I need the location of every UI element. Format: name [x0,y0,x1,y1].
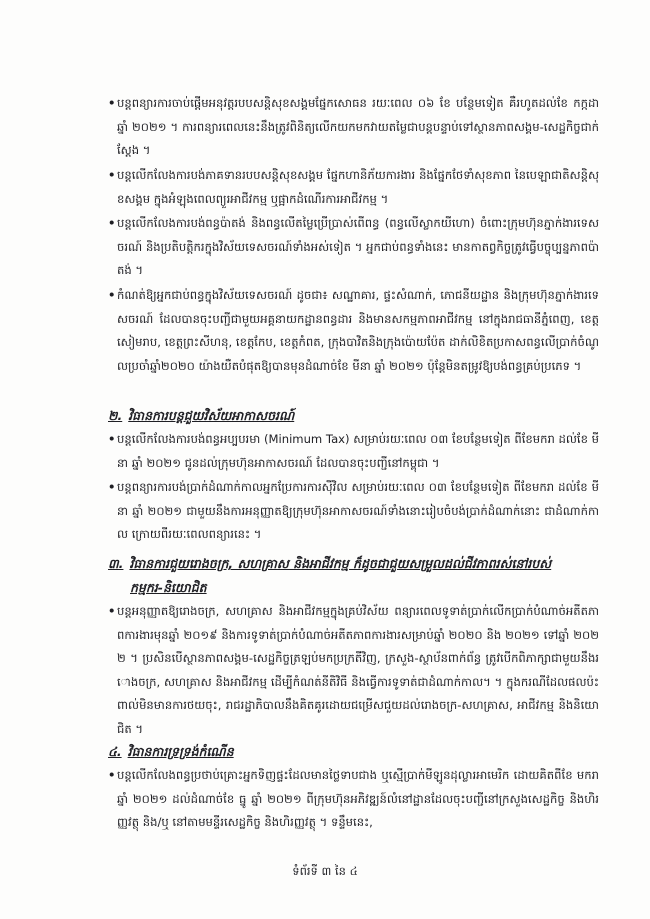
list-item: • បន្តលើកលែងពន្ធប្រថាប់គ្រោះអ្នកទិញផ្ទះដែលមានថ្លៃទាបជាង ឬស្មើប្រាក់មីឡូនដុល្លារអាមេរិក ដោយគិតពីខែ មករា ឆ្នាំ ២០២១ ដល់ដំណាច់ខែ ធ្នូ ឆ្នាំ ២០២១ ពីក្រុមហ៊ុនអភិវឌ្ឍន៍លំនៅដ្ឋានដែលចុះបញ្ជីនៅក្រសួងសេដ្ឋកិច្ច និងហិរញ្ញវត្ថុ និង/ឬ នៅតាមមន្ទីរសេដ្ឋកិច្ច និងហិរញ្ញវត្ថុ ។ ទន្ទឹមនេះ, [108,764,599,835]
section-title: វិធានការទ្រទ្រង់កំណើន [127,744,234,759]
list-item: • កំណត់ឱ្យអ្នកជាប់ពន្ធក្នុងវិស័យទេសចរណ៍ ដូចជា៖ សណ្ឋាគារ, ផ្ទះសំណាក់, ភោជនីយដ្ឋាន និងក្រុមហ៊ុនភ្នាក់ងារទេសចរណ៍ ដែលបានចុះបញ្ជីជាមួយអគ្គនាយកដ្ឋានពន្ធដារ និងមានសកម្មភាពអាជីវកម្ម នៅក្នុងរាជធានីភ្នំពេញ, ខេត្តសៀមរាប, ខេត្តព្រះសីហនុ, ខេត្តកែប, ខេត្តកំពត, ក្រុងបាវិតនិងក្រុងប៉ោយប៉ែត ដាក់លិខិតប្រកាសពន្ធលើប្រាក់ចំណូលប្រចាំឆ្នាំ២០២០ យ៉ាងយឺតបំផុតឱ្យបានមុនដំណាច់ខែ មីនា ឆ្នាំ ២០២១ ប៉ុន្តែមិនតម្រូវឱ្យបង់ពន្ធគ្រប់ប្រភេទ ។ [108,284,599,378]
section-number: ៣. [108,556,124,571]
list-item: • បន្តលើកលែងការបង់ពន្ធអប្បបរមា (Minimum Tax) សម្រាប់រយៈពេល ០៣ ខែបន្ថែមទៀត ពីខែមករា ដល់ខែ មីនា ឆ្នាំ ២០២១ ជូនដល់ក្រុមហ៊ុនអាកាសចរណ៍ ដែលបានចុះបញ្ជីនៅកម្ពុជា ។ [108,428,599,475]
section-title-line2: កម្មករ-និយោជិត [130,580,207,595]
list-item: • បន្តពន្យារការបង់ប្រាក់ដំណាក់កាលអ្នកប្រែការការសុីវិល សម្រាប់រយៈពេល ០៣ ខែបន្ថែមទៀត ពីខែមករា ដល់ខែ មីនា ឆ្នាំ ២០២១ ជាមួយនឹងការអនុញ្ញាតឱ្យក្រុមហ៊ុនអាកាសចរណ៍ទាំងនោះរៀបចំបង់ប្រាក់ដំណាក់នោះ ជាដំណាក់កាល ក្រោយពីរយៈពេលពន្យារនេះ ។ [108,476,599,547]
section-number: ២. [108,408,123,423]
section-title: វិធានការបន្តជួយវិស័យអាកាសចរណ៍ [128,408,295,423]
section-heading-4 [108,740,590,764]
list-item: • បន្តអនុញ្ញាតឱ្យរោងចក្រ, សហគ្រាស និងអាជីវកម្មក្នុងគ្រប់វិស័យ ពន្យារពេលទូទាត់ប្រាក់លើកប្រាក់បំណាច់អតីតភាពការងារមុនឆ្នាំ ២០១៩ និងការទូទាត់ប្រាក់បំណាច់អតីតភាពការងារសម្រាប់ឆ្នាំ ២០២០ និង ២០២១ ទៅឆ្នាំ ២០២២ ។ ប្រសិនបើស្ថានភាពសង្គម-សេដ្ឋកិច្ចត្រឡប់មកប្រក្រតីវិញ, ក្រសួង-ស្ថាប័នពាក់ព័ន្ធ ត្រូវបើកពិភាក្សាជាមួយនឹងរោងចក្រ, សហគ្រាស និងអាជីវកម្ម ដើម្បីកំណត់នីតិវិធី និងធ្វើការទូទាត់ជាដំណាក់កាល។ ។ ក្នុងករណីដែលផលប៉ះពាល់មិនមានការថយចុះ, រាជរដ្ឋាភិបាលនឹងគិតគូរដោយជម្រើសជួយដល់រោងចក្រ-សហគ្រាស, អាជីវកម្ម និងនិយោជិត ។ [108,600,599,741]
list-item: • បន្តលើកលែងការបង់ភាគទានរបបសន្តិសុខសង្គម ផ្នែកហានិភ័យការងារ និងផ្នែកថែទាំសុខភាព នៃបេឡាជាតិសន្តិសុខសង្គម ក្នុងអំឡុងពេលព្យួរអាជីវកម្ម ឬផ្អាកដំណើរការអាជីវកម្ម ។ [108,164,599,211]
section-heading-2 [108,404,590,428]
list-item: • បន្តពន្យារការចាប់ផ្តើមអនុវត្តរបបសន្តិសុខសង្គមផ្នែកសោធន រយៈពេល ០៦ ខែ បន្ថែមទៀត គឺរហូតដល់ខែ កក្កដា ឆ្នាំ ២០២១ ។ ការពន្យារពេលនេះនឹងត្រូវពិនិត្យលើកយកមកវាយតម្លៃជាបន្តបន្ទាប់ទៅស្ថានភាពសង្គម-សេដ្ឋកិច្ចជាក់ស្តែង ។ [108,92,599,163]
section-heading-3 [108,552,590,576]
section-number: ៤. [108,744,122,759]
list-item: • បន្តលើកលែងការបង់ពន្ធប៉ាតង់ និងពន្ធលើតម្លៃប្រើប្រាស់ពើពន្ធ (ពន្ធលើស្លាកយីហោ) ចំពោះក្រុមហ៊ុនភ្នាក់ងារទេសចរណ៍ និងប្រតិបត្តិករក្នុងវិស័យទេសចរណ៍ទាំងអស់ទៀត ។ អ្នកជាប់ពន្ធទាំងនេះ មានកាតព្វកិច្ចត្រូវធ្វើបច្ចុប្បន្នភាពប៉ាតង់ ។ [108,212,599,283]
section-title: វិធានការជួយរោងចក្រ, សហគ្រាស និងអាជីវកម្ម ក៏ដូចជាជួយសម្រួលដល់ជីវភាពរស់នៅរបស់ [129,556,552,571]
section-heading-3-continued [130,576,590,600]
page-number-footer: ទំព័រទី ៣ នៃ ៤ [292,864,358,878]
